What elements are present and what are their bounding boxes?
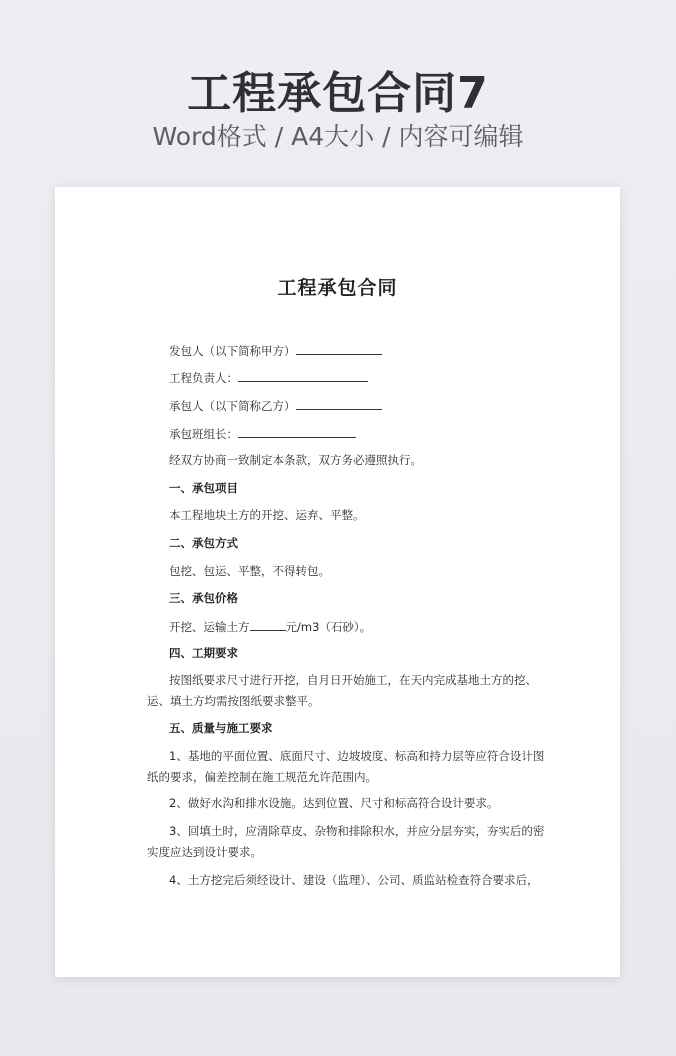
section-1-heading: 一、承包项目 <box>169 481 238 495</box>
intro-paragraph: 经双方协商一致制定本条款，双方务必遵照执行。 <box>169 453 422 467</box>
section-4-body: 按图纸要求尺寸进行开挖，自月日开始施工，在天内完成基地土方的挖、运、填土方均需按图纸要求整平。 <box>147 673 537 708</box>
section-5-item-2: 2、做好水沟和排水设施。达到位置、尺寸和标高符合设计要求。 <box>169 796 499 810</box>
project-lead-blank[interactable] <box>238 369 368 382</box>
document-page <box>55 187 620 977</box>
team-lead-blank[interactable] <box>238 425 356 438</box>
employer-blank[interactable] <box>296 342 382 355</box>
section-3-body <box>169 618 371 635</box>
section-2-heading: 二、承包方式 <box>169 536 238 550</box>
price-prefix: 开挖、运输土方 <box>169 620 250 634</box>
section-2-body: 包挖、包运、平整，不得转包。 <box>169 564 330 578</box>
employer-field <box>169 342 382 359</box>
section-5-heading: 五、质量与施工要求 <box>169 721 273 735</box>
section-5-item-1: 1、基地的平面位置、底面尺寸、边坡坡度、标高和持力层等应符合设计图纸的要求，偏差控制在施工规范允许范围内。 <box>147 749 545 784</box>
project-lead-label: 工程负责人： <box>169 371 238 385</box>
project-lead-field <box>169 369 368 386</box>
contractor-field <box>169 397 382 414</box>
price-blank[interactable] <box>250 618 286 631</box>
team-lead-field <box>169 425 356 442</box>
section-4-heading: 四、工期要求 <box>169 646 238 660</box>
page-title: 工程承包合同7 <box>187 68 489 119</box>
employer-label: 发包人（以下简称甲方） <box>169 344 296 358</box>
document-title: 工程承包合同 <box>277 277 398 299</box>
contractor-blank[interactable] <box>296 397 382 410</box>
price-suffix: 元/m3（石砂）。 <box>285 620 372 634</box>
page-subtitle: Word格式 / A4大小 / 内容可编辑 <box>152 122 524 151</box>
section-3-heading: 三、承包价格 <box>169 591 238 605</box>
section-5-item-4: 4、土方挖完后须经设计、建设（监理）、公司、质监站检查符合要求后， <box>169 873 539 887</box>
contractor-label: 承包人（以下简称乙方） <box>169 399 296 413</box>
section-5-item-3: 3、回填土时，应清除草皮、杂物和排除积水，并应分层夯实，夯实后的密实度应达到设计要求。 <box>147 824 545 859</box>
team-lead-label: 承包班组长： <box>169 427 238 441</box>
section-1-body: 本工程地块土方的开挖、运弃、平整。 <box>169 508 365 522</box>
